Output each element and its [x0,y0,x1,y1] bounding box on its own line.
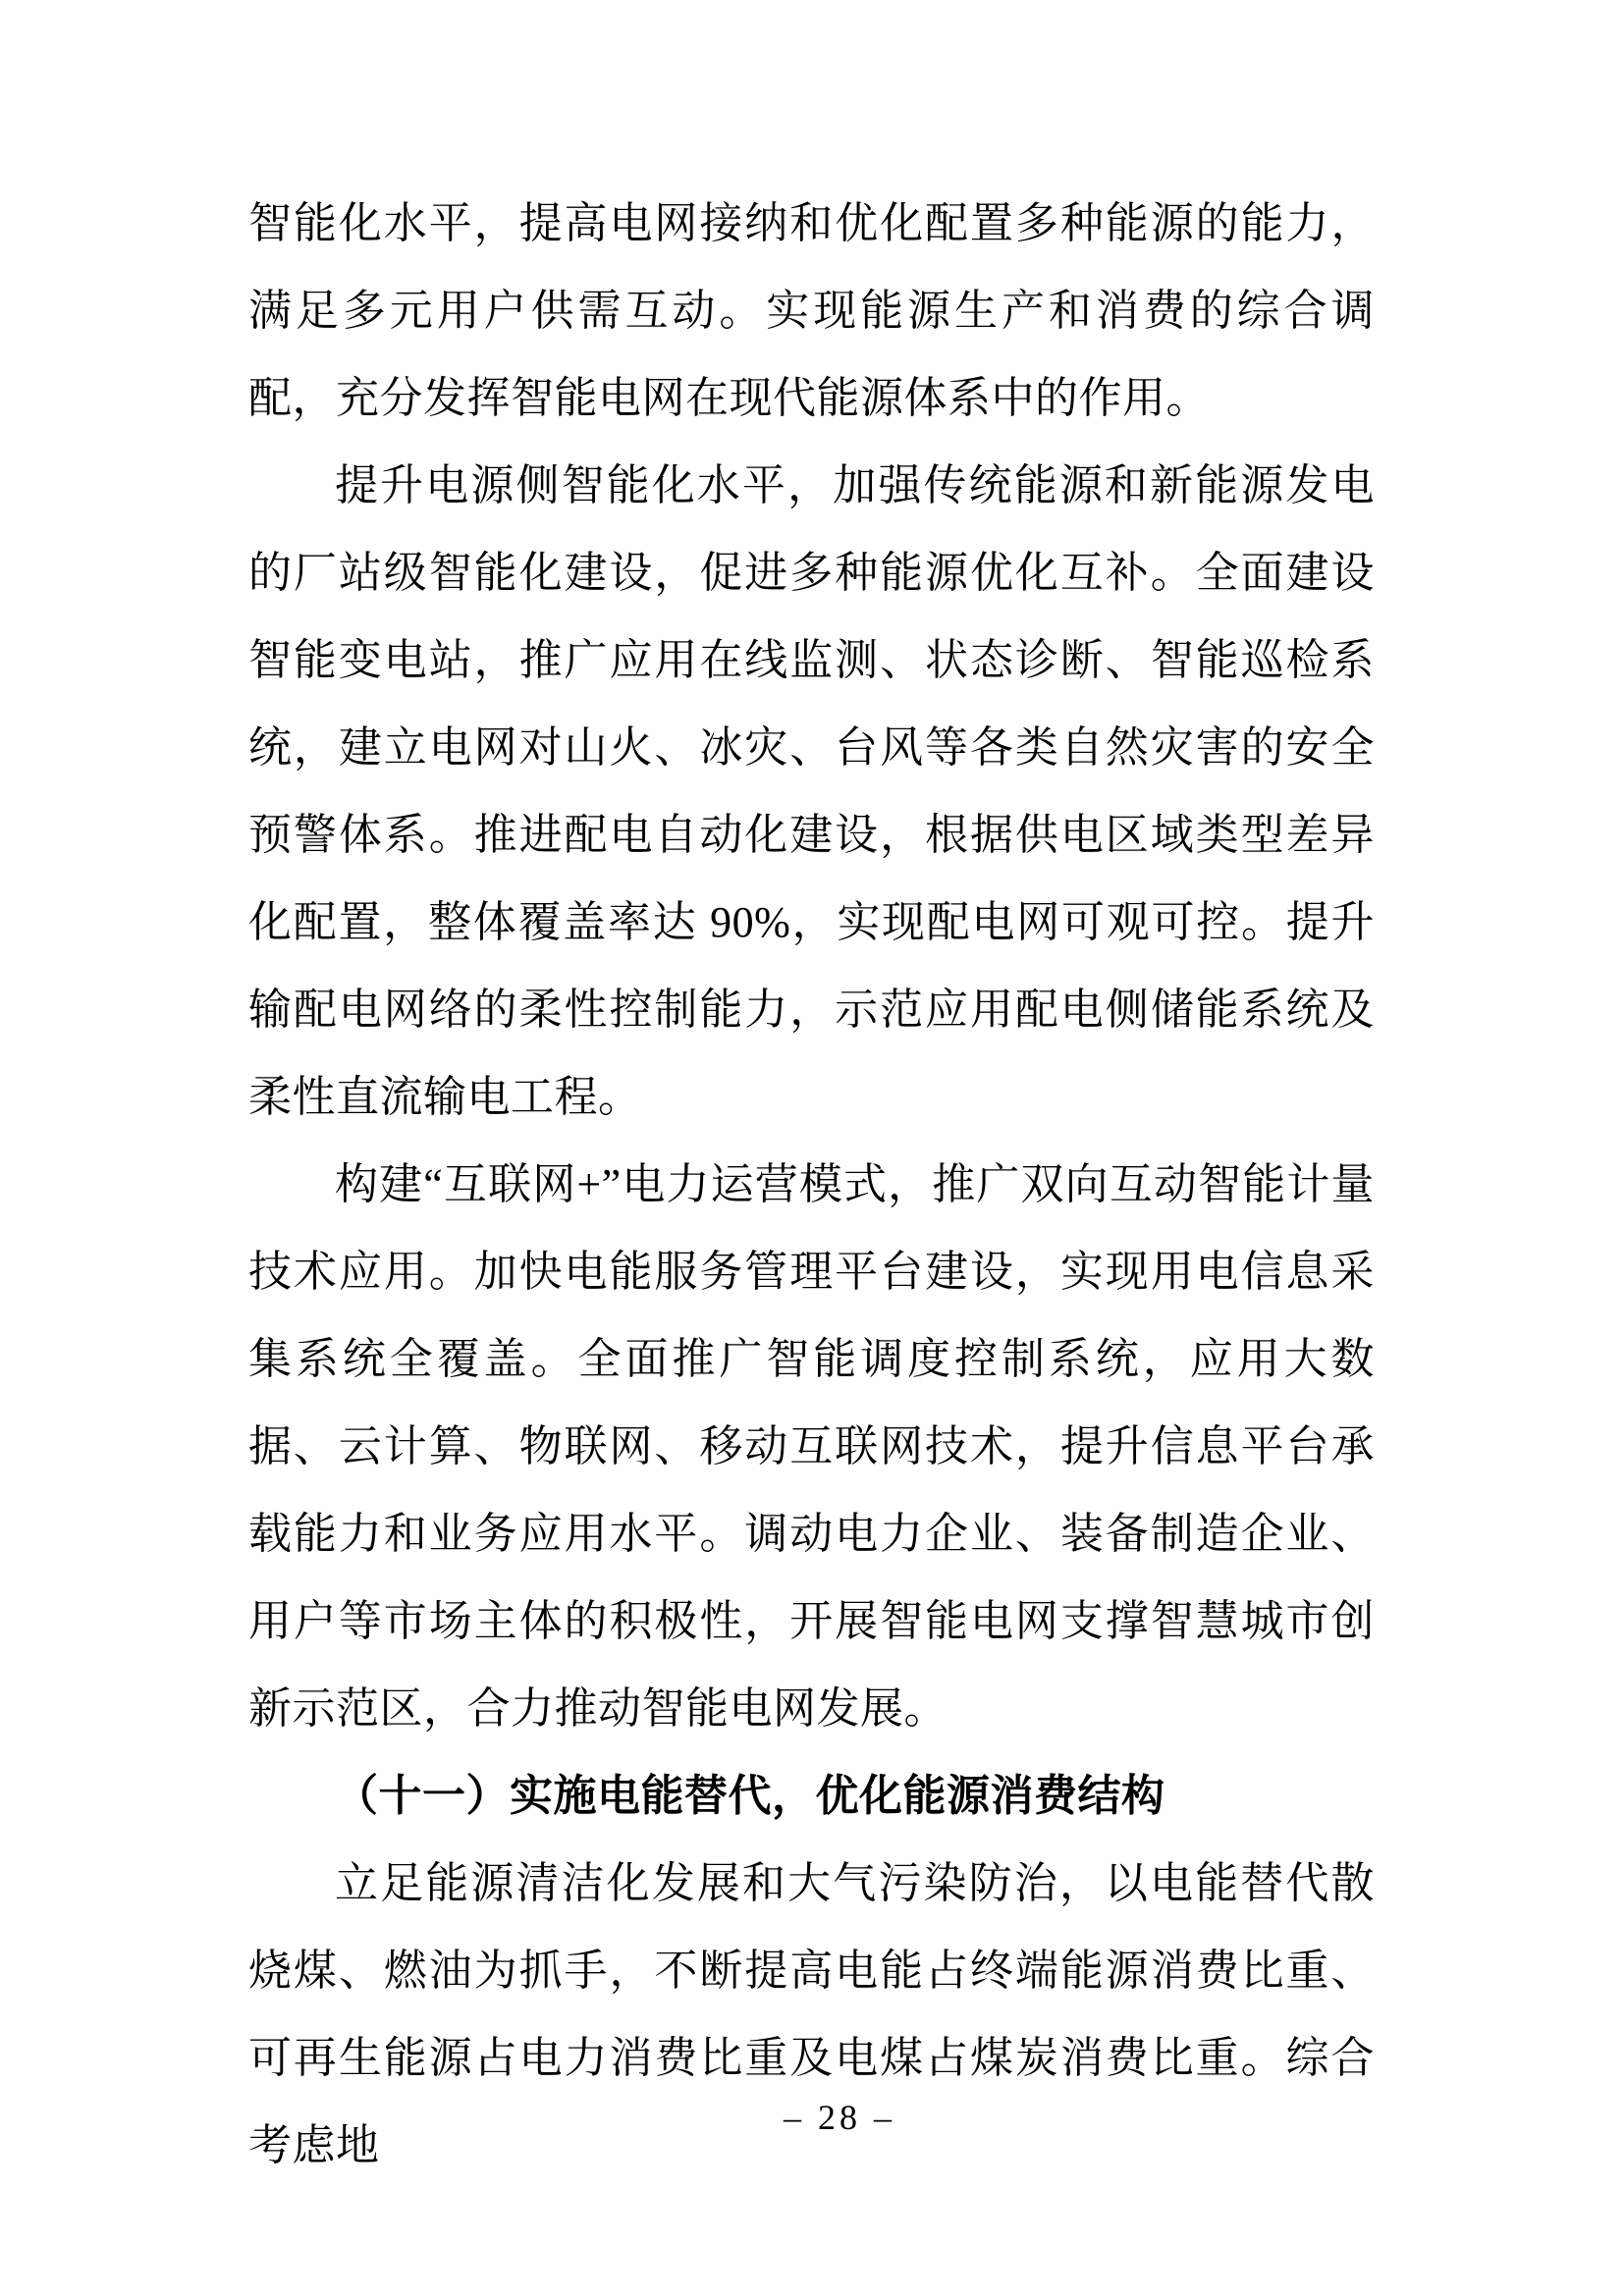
paragraph: 构建“互联网+”电力运营模式，推广双向互动智能计量技术应用。加快电能服务管理平台建设，实现用电信息采集系统全覆盖。全面推广智能调度控制系统，应用大数据、云计算、物联网、移动互联网技术，提升信息平台承载能力和业务应用水平。调动电力企业、装备制造企业、用户等市场主体的积极性，开展智能电网支撑智慧城市创新示范区，合力推动智能电网发展。 [248,1160,1375,1733]
paragraph-continued: 智能化水平，提高电网接纳和优化配置多种能源的能力，满足多元用户供需互动。实现能源生产和消费的综合调配，充分发挥智能电网在现代能源体系中的作用。 [248,199,1375,422]
page-footer [0,2096,1624,2139]
paragraph: 提升电源侧智能化水平，加强传统能源和新能源发电的厂站级智能化建设，促进多种能源优化互补。全面建设智能变电站，推广应用在线监测、状态诊断、智能巡检系统，建立电网对山火、冰灾、台风等各类自然灾害的安全预警体系。推进配电自动化建设，根据供电区域类型差异化配置，整体覆盖率达 90%，实现配电网可观可控。提升输配电网络的柔性控制能力，示范应用配电侧储能系统及柔性直流输电工程。 [248,461,1375,1121]
page-number: – 28 – [784,2098,895,2137]
paragraph: 立足能源清洁化发展和大气污染防治，以电能替代散烧煤、燃油为抓手，不断提高电能占终端能源消费比重、可再生能源占电力消费比重及电煤占煤炭消费比重。综合考虑地 [248,1859,1375,2169]
section-heading: （十一）实施电能替代，优化能源消费结构 [335,1772,1165,1820]
document-body [248,180,1375,2189]
